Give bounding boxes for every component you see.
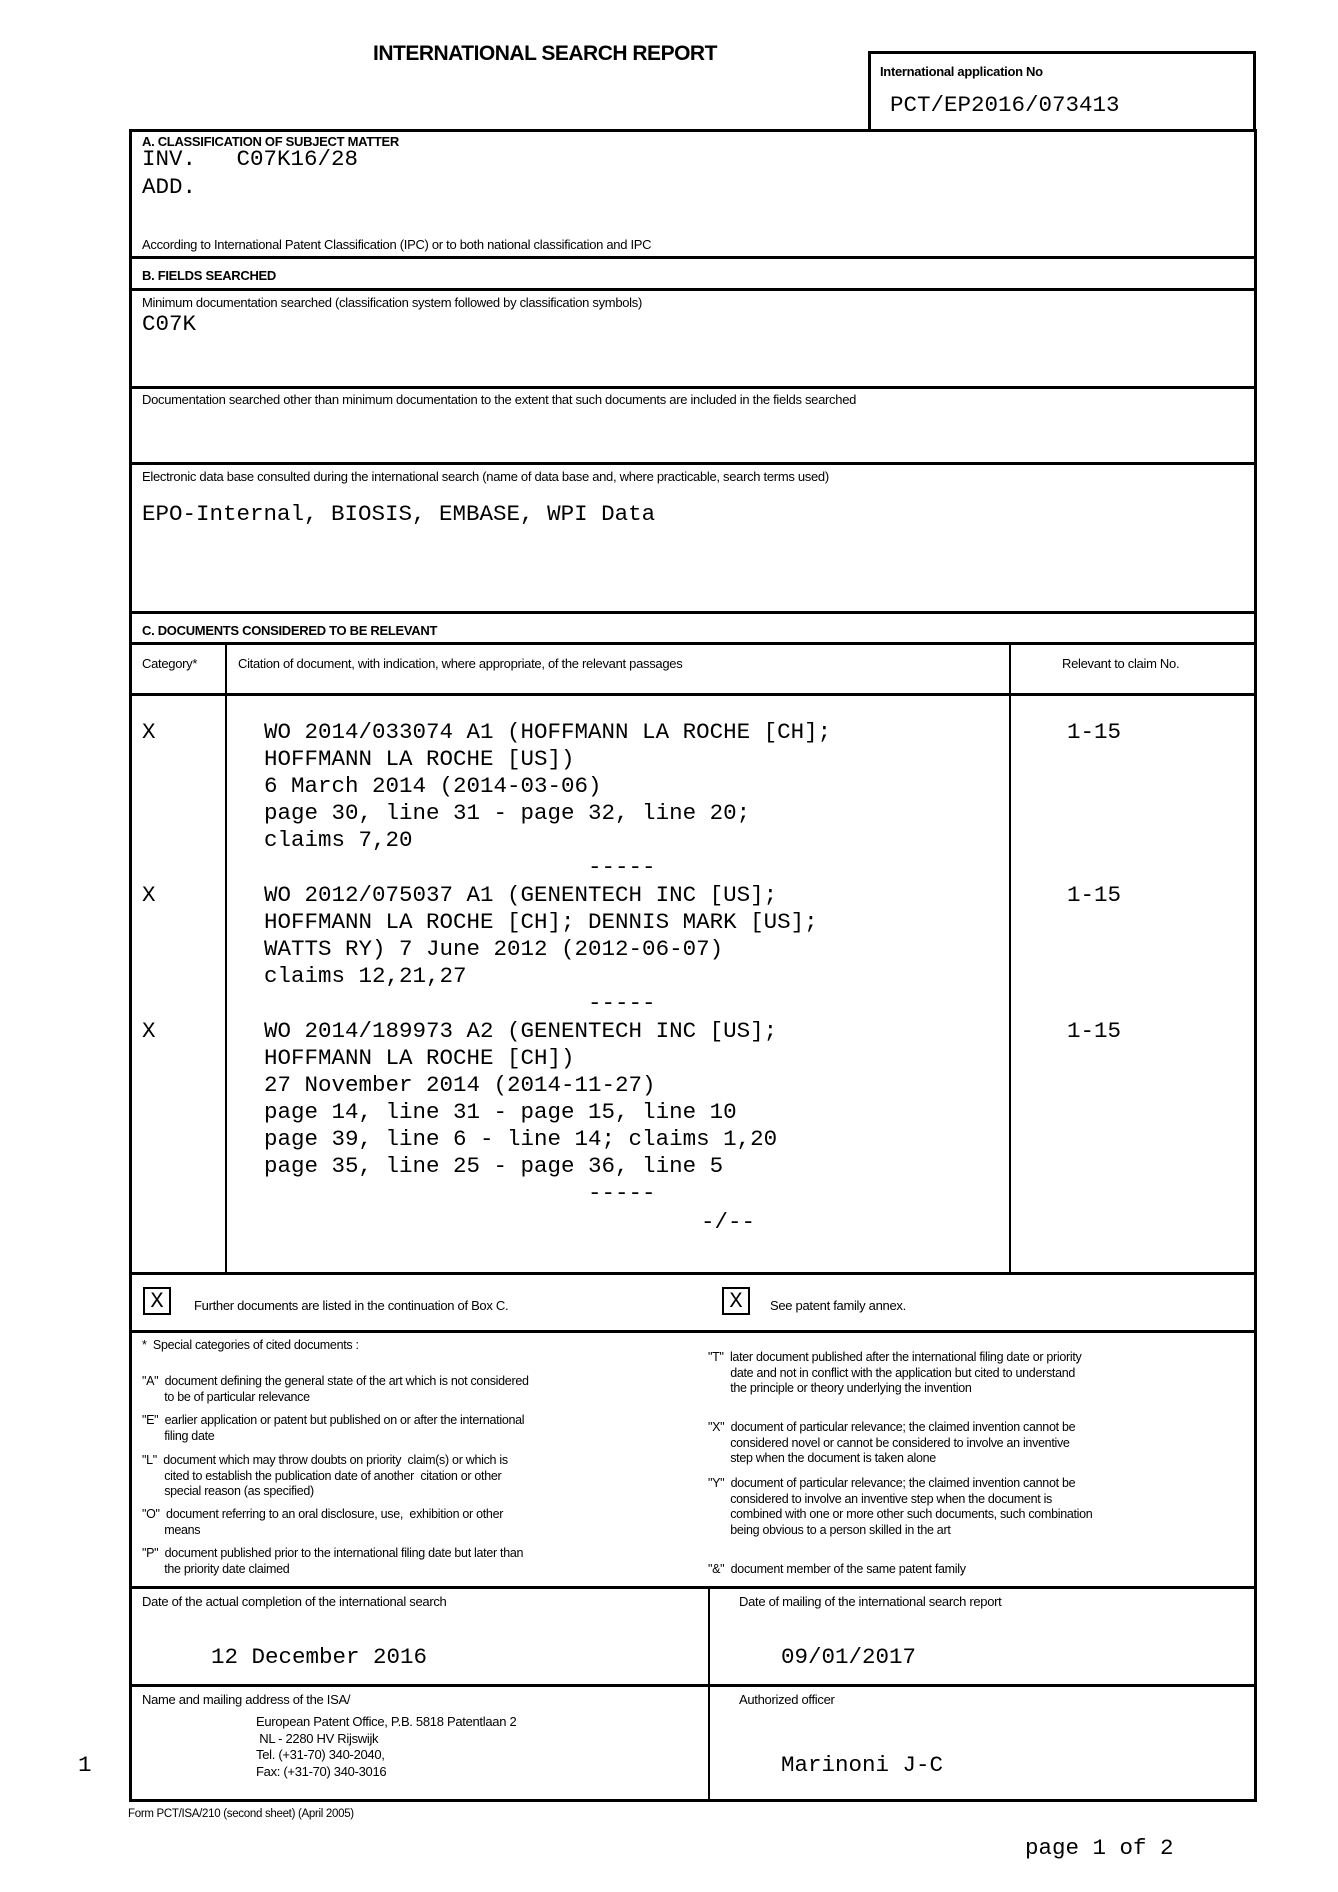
col-citation: Citation of document, with indication, where appropriate, of the relevant passages xyxy=(238,656,682,671)
family-annex-label: See patent family annex. xyxy=(770,1298,906,1313)
divider xyxy=(129,611,1256,614)
further-docs-checkbox[interactable]: X xyxy=(143,1287,171,1315)
row-category: X xyxy=(142,882,156,909)
officer-label: Authorized officer xyxy=(739,1692,835,1707)
row-relevant: 1-15 xyxy=(1067,882,1121,909)
further-docs-label: Further documents are listed in the continuation of Box C. xyxy=(194,1298,508,1313)
category-a: "A" document defining the general state of the art which is not considered to be of particular relevance xyxy=(142,1374,529,1405)
application-number-label: International application No xyxy=(880,64,1043,79)
form-reference: Form PCT/ISA/210 (second sheet) (April 2005) xyxy=(128,1808,354,1820)
report-title: INTERNATIONAL SEARCH REPORT xyxy=(373,42,717,66)
completion-date-label: Date of the actual completion of the international search xyxy=(142,1594,447,1609)
row-category: X xyxy=(142,1018,156,1045)
divider xyxy=(129,1684,1256,1687)
category-x: "X" document of particular relevance; the claimed invention cannot be considered novel or cannot be considered to involve an inventive step when the document is taken alone xyxy=(708,1420,1075,1467)
ipc-add: ADD. xyxy=(142,174,196,201)
row-relevant: 1-15 xyxy=(1067,1018,1121,1045)
mailing-date: 09/01/2017 xyxy=(781,1644,916,1671)
category-y: "Y" document of particular relevance; the claimed invention cannot be considered to involve an inventive step when the document is combined with one or more other such documents, such combination being obvious to a person skilled in the art xyxy=(708,1476,1092,1538)
section-c-heading: C. DOCUMENTS CONSIDERED TO BE RELEVANT xyxy=(142,623,437,638)
ipc-inv: INV. C07K16/28 xyxy=(142,146,358,173)
column-divider xyxy=(225,643,227,1274)
margin-number: 1 xyxy=(78,1752,92,1779)
divider xyxy=(129,642,1256,645)
row-relevant: 1-15 xyxy=(1067,719,1121,746)
section-b-heading: B. FIELDS SEARCHED xyxy=(142,268,276,283)
row-citation: WO 2014/189973 A2 (GENENTECH INC [US]; HOFFMANN LA ROCHE [CH]) 27 November 2014 (2014-11-27) page 14, line 31 - page 15, line 10 page 39, line 6 - line 14; claims 1,20 page 35, line 25 - page 36, line 5 ----- xyxy=(264,1018,777,1207)
divider xyxy=(129,256,1256,259)
authorized-officer: Marinoni J-C xyxy=(781,1752,943,1779)
row-citation: WO 2014/033074 A1 (HOFFMANN LA ROCHE [CH]; HOFFMANN LA ROCHE [US]) 6 March 2014 (2014-03-06) page 30, line 31 - page 32, line 20; claims 7,20 ----- xyxy=(264,719,831,881)
electronic-db-value: EPO-Internal, BIOSIS, EMBASE, WPI Data xyxy=(142,501,655,528)
category-amp: "&" document member of the same patent family xyxy=(708,1562,966,1578)
other-doc-label: Documentation searched other than minimum documentation to the extent that such documents are included in the fields searched xyxy=(142,392,856,407)
divider xyxy=(129,288,1256,291)
divider xyxy=(129,1330,1256,1333)
application-number: PCT/EP2016/073413 xyxy=(890,92,1120,119)
family-annex-checkbox[interactable]: X xyxy=(722,1287,750,1315)
category-o: "O" document referring to an oral disclosure, use, exhibition or other means xyxy=(142,1507,503,1538)
section-a-heading: A. CLASSIFICATION OF SUBJECT MATTER xyxy=(142,134,399,149)
divider xyxy=(129,1272,1256,1275)
completion-date: 12 December 2016 xyxy=(211,1644,427,1671)
row-citation: WO 2012/075037 A1 (GENENTECH INC [US]; HOFFMANN LA ROCHE [CH]; DENNIS MARK [US]; WATTS RY) 7 June 2012 (2012-06-07) claims 12,21,27 ----- xyxy=(264,882,818,1017)
continued-marker: -/-- xyxy=(701,1209,755,1236)
min-doc-label: Minimum documentation searched (classification system followed by classification symbols) xyxy=(142,295,642,310)
divider xyxy=(129,693,1256,696)
column-divider xyxy=(1009,643,1011,1274)
ipc-note: According to International Patent Classification (IPC) or to both national classification and IPC xyxy=(142,237,651,252)
electronic-db-label: Electronic data base consulted during the international search (name of data base and, where practicable, search terms used) xyxy=(142,469,829,484)
min-doc-value: C07K xyxy=(142,311,196,338)
divider xyxy=(129,386,1256,389)
category-t: "T" later document published after the international filing date or priority date and not in conflict with the application but cited to understand the principle or theory underlying the invention xyxy=(708,1350,1082,1397)
col-relevant: Relevant to claim No. xyxy=(1062,656,1179,671)
category-l: "L" document which may throw doubts on priority claim(s) or which is cited to establish the publication date of another citation or other special reason (as specified) xyxy=(142,1453,508,1500)
isa-address: European Patent Office, P.B. 5818 Patentlaan 2 NL - 2280 HV Rijswijk Tel. (+31-70) 340-2040, Fax: (+31-70) 340-3016 xyxy=(256,1714,516,1780)
categories-heading: * Special categories of cited documents : xyxy=(142,1338,359,1354)
page-number: page 1 of 2 xyxy=(1025,1835,1174,1862)
mailing-date-label: Date of mailing of the international search report xyxy=(739,1594,1002,1609)
category-e: "E" earlier application or patent but published on or after the international filing date xyxy=(142,1413,524,1444)
divider xyxy=(129,1586,1256,1589)
col-category: Category* xyxy=(142,656,197,671)
column-divider xyxy=(708,1587,710,1801)
isa-label: Name and mailing address of the ISA/ xyxy=(142,1692,350,1707)
divider xyxy=(129,462,1256,465)
category-p: "P" document published prior to the international filing date but later than the priority date claimed xyxy=(142,1546,523,1577)
row-category: X xyxy=(142,719,156,746)
